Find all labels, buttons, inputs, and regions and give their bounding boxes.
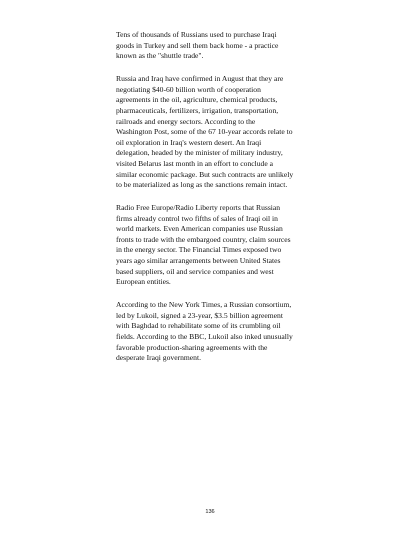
- text-line: goods in Turkey and sell them back home - a practice: [116, 40, 279, 50]
- text-line: desperate Iraqi government.: [116, 353, 201, 363]
- text-line: favorable production-sharing agreements with the: [116, 342, 268, 352]
- text-line: Washington Post, some of the 67 10-year accords relate to: [116, 127, 293, 137]
- text-line: fields. According to the BBC, Lukoil also inked unusually: [116, 332, 293, 342]
- text-line: based suppliers, oil and service companies and west: [116, 266, 274, 276]
- text-line: visited Belarus last month in an effort to conclude a: [116, 158, 273, 168]
- paragraph-oil-sales: [116, 203, 356, 288]
- text-line: European entities.: [116, 277, 171, 287]
- text-line: in the energy sector. The Financial Times exposed two: [116, 245, 282, 255]
- text-line: Tens of thousands of Russians used to purchase Iraqi: [116, 30, 277, 39]
- text-line: agreements in the oil, agriculture, chemical products,: [116, 95, 278, 105]
- text-line: with Baghdad to rehabilitate some of its crumbling oil: [116, 321, 281, 331]
- paragraph-lukoil: [116, 300, 356, 364]
- text-line: delegation, headed by the minister of military industry,: [116, 148, 283, 158]
- text-line: railroads and energy sectors. According to the: [116, 116, 256, 126]
- text-line: Radio Free Europe/Radio Liberty reports that Russian: [116, 203, 281, 213]
- text-line: According to the New York Times, a Russian consortium,: [116, 300, 292, 310]
- page-number: 136: [205, 509, 215, 515]
- text-column: [116, 30, 356, 376]
- paragraph-shuttle-trade: [116, 30, 356, 62]
- text-line: led by Lukoil, signed a 23-year, $3.5 billion agreement: [116, 310, 283, 320]
- text-line: world markets. Even American companies use Russian: [116, 224, 283, 234]
- text-line: known as the "shuttle trade".: [116, 51, 204, 61]
- text-line: to be materialized as long as the sanctions remain intact.: [116, 180, 288, 190]
- text-line: years ago similar arrangements between United States: [116, 256, 281, 266]
- text-line: pharmaceuticals, fertilizers, irrigation, transportation,: [116, 105, 279, 115]
- text-line: Russia and Iraq have confirmed in August that they are: [116, 74, 284, 84]
- text-line: fronts to trade with the embargoed country, claim sources: [116, 234, 291, 244]
- text-line: oil exploration in Iraq's western desert. An Iraqi: [116, 137, 262, 147]
- text-line: firms already control two fifths of sales of Iraqi oil in: [116, 213, 278, 223]
- text-line: similar economic package. But such contracts are unlikely: [116, 169, 294, 179]
- paragraph-cooperation-agreements: [116, 74, 356, 191]
- text-line: negotiating $40-60 billion worth of cooperation: [116, 84, 261, 94]
